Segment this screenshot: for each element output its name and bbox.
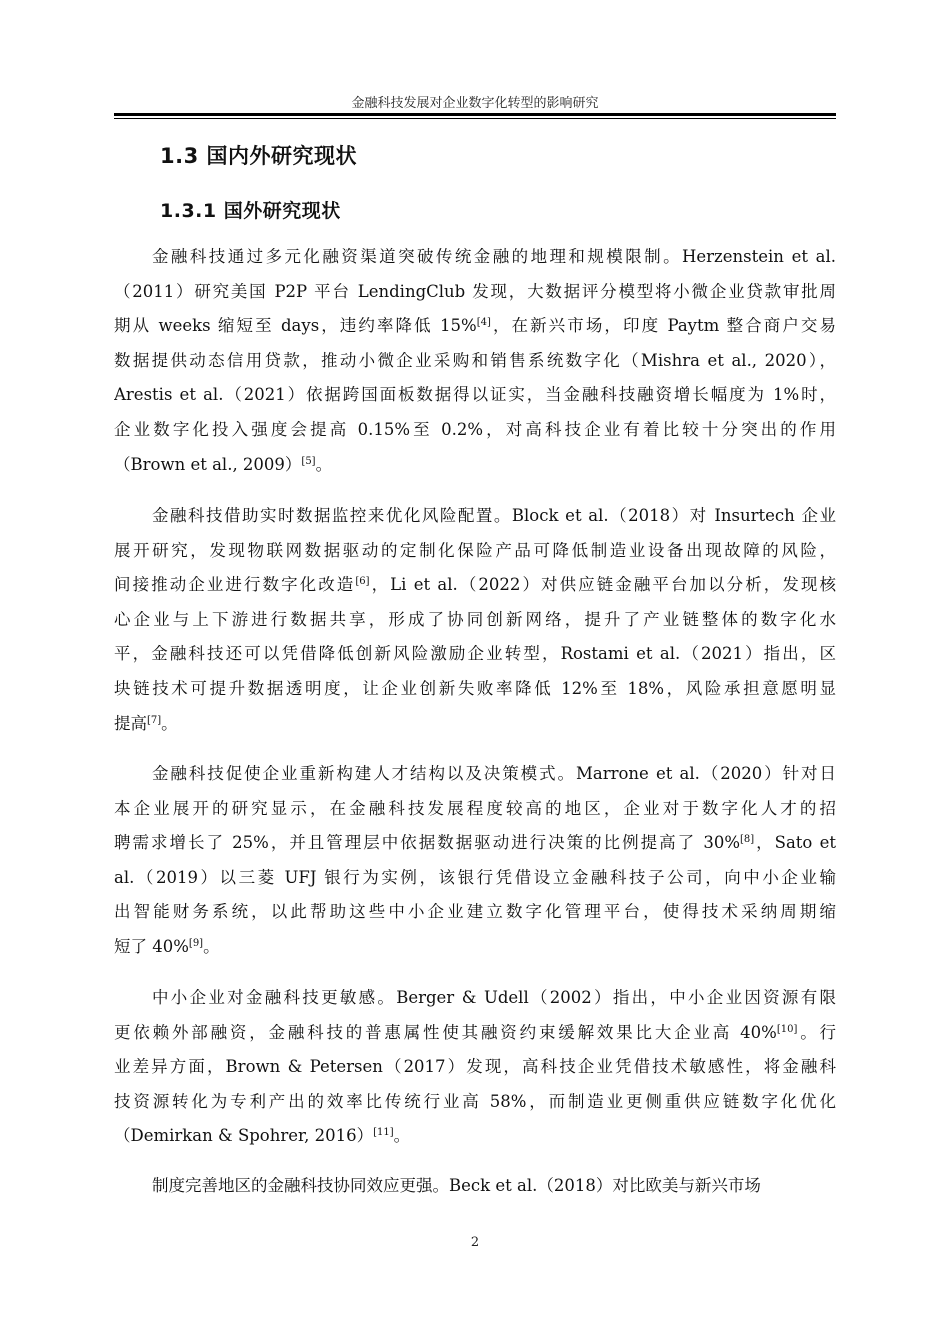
line-text: 期从 weeks 缩短至 days，违约率降低 15%	[114, 316, 477, 336]
line-text-tail: ，Sato et	[754, 833, 836, 853]
line-text: 出智能财务系统，以此帮助这些中小企业建立数字化管理平台，使得技术采纳周期缩	[114, 902, 836, 922]
section-heading: 1.3 国内外研究现状	[160, 144, 358, 168]
paragraph-line	[114, 603, 836, 637]
paragraph-line	[114, 826, 836, 860]
paragraph-line	[114, 275, 836, 309]
line-text: 短了 40%	[114, 937, 189, 956]
line-text: 间接推动企业进行数字化改造	[114, 575, 356, 595]
line-text: 块链技术可提升数据透明度，让企业创新失败率降低 12%至 18%，风险承担意愿明显	[114, 679, 836, 698]
citation-superscript: [5]	[301, 455, 316, 467]
line-text: 平，金融科技还可以凭借降低创新风险激励企业转型，Rostami et al.（2021）指出，区	[114, 644, 836, 664]
line-text: 中小企业对金融科技更敏感。Berger & Udell（2002）指出，中小企业因资源有限	[152, 988, 836, 1007]
paragraph-line	[114, 1050, 836, 1084]
header-rule-thin	[114, 118, 836, 119]
line-text-tail: 。	[393, 1126, 411, 1146]
citation-superscript: [6]	[355, 576, 370, 588]
line-text: 聘需求增长了 25%，并且管理层中依据数据驱动进行决策的比例提高了 30%	[114, 833, 740, 853]
paragraph-line	[114, 792, 836, 826]
paragraph-line	[114, 568, 836, 602]
paragraph-line	[152, 1169, 836, 1203]
line-text: 更依赖外部融资，金融科技的普惠属性使其融资约束缓解效果比大企业高 40%	[114, 1022, 777, 1042]
line-text-tail: 。	[161, 713, 178, 733]
paragraph-line	[114, 378, 836, 412]
paragraph-line	[114, 707, 836, 741]
line-text: 金融科技通过多元化融资渠道突破传统金融的地理和规模限制。Herzenstein et al.	[152, 247, 836, 266]
line-text: 制度完善地区的金融科技协同效应更强。Beck et al.（2018）对比欧美与新兴市场	[152, 1176, 761, 1195]
line-text: al.（2019）以三菱 UFJ 银行为实例，该银行凭借设立金融科技子公司，向中小企业输	[114, 867, 836, 887]
running-header: 金融科技发展对企业数字化转型的影响研究	[351, 96, 599, 111]
line-text: 数据提供动态信用贷款，推动小微企业采购和销售系统数字化（Mishra et al., 2020），	[114, 350, 836, 370]
citation-superscript: [9]	[188, 938, 204, 949]
paragraph-line	[152, 499, 836, 533]
paragraph-line	[152, 240, 836, 274]
line-text: 金融科技借助实时数据监控来优化风险配置。Block et al.（2018）对 Insurtech 企业	[152, 506, 836, 525]
line-text: 金融科技促使企业重新构建人才结构以及决策模式。Marrone et al.（2020）针对日	[152, 764, 836, 783]
paragraph-line	[114, 672, 836, 706]
line-text: Arestis et al.（2021）依据跨国面板数据得以证实，当金融科技融资增长幅度为 1%时，	[114, 385, 836, 405]
paragraph-line	[114, 861, 836, 895]
line-text: 业差异方面，Brown & Petersen（2017）发现，高科技企业凭借技术敏感性，将金融科	[114, 1057, 836, 1077]
subsection-heading: 1.3.1 国外研究现状	[160, 200, 341, 222]
paragraph-line	[114, 895, 836, 929]
paragraph-line	[114, 1016, 836, 1050]
line-text-tail: ，Li et al.（2022）对供应链金融平台加以分析，发现核	[369, 575, 836, 595]
paragraph-line	[114, 344, 836, 378]
line-text-tail: 。	[203, 937, 220, 956]
line-text: （2011）研究美国 P2P 平台 LendingClub 发现，大数据评分模型将小微企业贷款审批周	[114, 281, 836, 301]
line-text: 提高	[114, 713, 147, 733]
citation-superscript: [4]	[476, 317, 491, 329]
paragraph-line	[114, 534, 836, 568]
line-text: 心企业与上下游进行数据共享，形成了协同创新网络，提升了产业链整体的数字化水	[114, 609, 836, 629]
line-text: 本企业展开的研究显示，在金融科技发展程度较高的地区，企业对于数字化人才的招	[114, 798, 836, 818]
paragraph-line	[114, 1119, 836, 1153]
paragraph-line	[114, 637, 836, 671]
paragraph-line	[152, 981, 836, 1015]
line-text-tail: 。	[315, 454, 333, 474]
line-text-tail: 。行	[797, 1022, 836, 1042]
paragraph-line	[114, 448, 836, 482]
line-text: （Demirkan & Spohrer, 2016）	[114, 1126, 374, 1146]
citation-superscript: [10]	[776, 1023, 798, 1035]
citation-superscript: [8]	[740, 834, 755, 846]
line-text-tail: ，在新兴市场，印度 Paytm 整合商户交易	[490, 316, 836, 336]
paragraph-line	[114, 413, 836, 447]
line-text: （Brown et al., 2009）	[114, 454, 302, 474]
paragraph-line	[114, 1085, 836, 1119]
citation-superscript: [7]	[147, 714, 162, 726]
paragraph-line	[114, 930, 836, 964]
line-text: 企业数字化投入强度会提高 0.15%至 0.2%，对高科技企业有着比较十分突出的作用	[114, 420, 836, 439]
paragraph-line	[152, 757, 836, 791]
line-text: 展开研究，发现物联网数据驱动的定制化保险产品可降低制造业设备出现故障的风险，	[114, 540, 836, 560]
line-text: 技资源转化为专利产出的效率比传统行业高 58%，而制造业更侧重供应链数字化优化	[114, 1091, 836, 1111]
citation-superscript: [11]	[373, 1127, 394, 1139]
paragraph-line	[114, 309, 836, 343]
header-rule-thick	[114, 113, 836, 116]
page-number: 2	[470, 1235, 480, 1250]
